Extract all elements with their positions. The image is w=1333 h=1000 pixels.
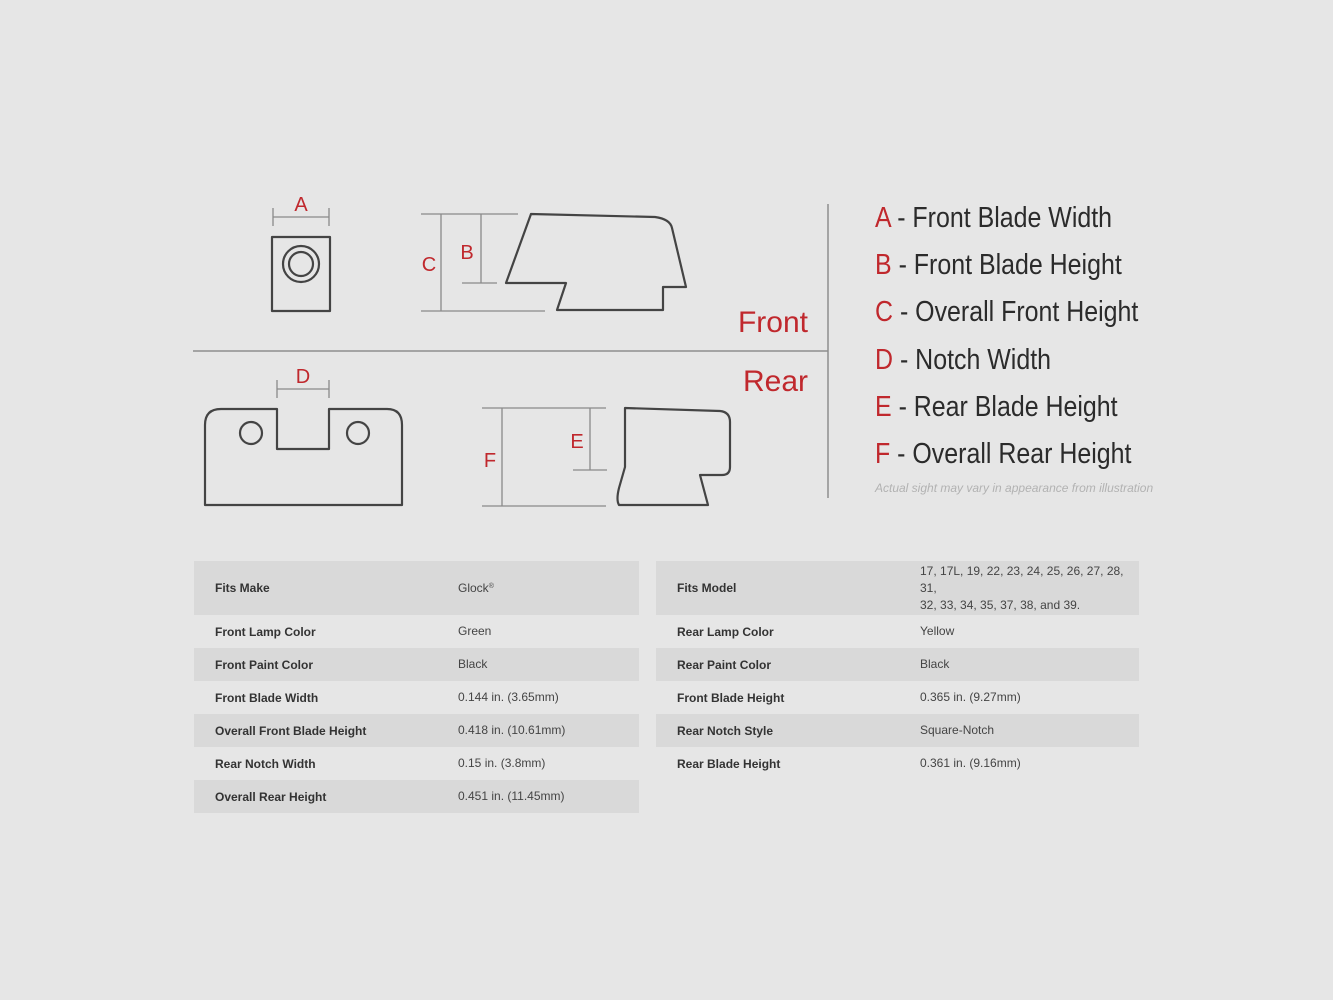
- spec-label: Fits Model: [656, 561, 899, 615]
- spec-value: 0.144 in. (3.65mm): [458, 690, 559, 704]
- table-row: [194, 714, 639, 747]
- spec-value: Black: [437, 648, 639, 681]
- legend-item: C - Overall Front Height: [875, 296, 1139, 329]
- legend-item: E - Rear Blade Height: [875, 390, 1118, 423]
- spec-label: Front Blade Height: [677, 690, 785, 705]
- table-row: [194, 747, 639, 780]
- spec-label: Front Paint Color: [194, 648, 437, 681]
- dimension-label-b: B: [460, 242, 474, 264]
- spec-value: 0.15 in. (3.8mm): [458, 756, 546, 770]
- registered-mark: ®: [488, 582, 494, 590]
- table-row: [656, 615, 1139, 648]
- table-row: [194, 561, 639, 615]
- table-row: [194, 615, 639, 648]
- spec-label: Rear Notch Width: [215, 756, 316, 771]
- table-row: [656, 681, 1139, 714]
- spec-value: 0.418 in. (10.61mm): [437, 714, 639, 747]
- dimension-label-c: C: [421, 254, 437, 276]
- spec-value: 0.361 in. (9.16mm): [920, 756, 1021, 770]
- rear-section-label: Rear: [742, 365, 808, 398]
- rear-sight-end-view: [205, 380, 402, 505]
- spec-label: Rear Lamp Color: [677, 624, 774, 639]
- front-blade-end-view: [272, 208, 330, 311]
- table-row: [656, 561, 1139, 615]
- spec-value: 17, 17L, 19, 22, 23, 24, 25, 26, 27, 28, 31, 32, 33, 34, 35, 37, 38, and 39.: [899, 561, 1139, 615]
- table-row: [194, 780, 639, 813]
- dimension-label-d: D: [295, 366, 311, 388]
- illustration-disclaimer: Actual sight may vary in appearance from illustration: [875, 481, 1154, 496]
- spec-label: Rear Notch Style: [656, 714, 899, 747]
- dimension-legend: [875, 196, 1315, 495]
- legend-item: B - Front Blade Height: [875, 249, 1122, 282]
- spec-label: Rear Paint Color: [656, 648, 899, 681]
- spec-label: Fits Make: [194, 561, 437, 615]
- dimension-label-e: E: [570, 431, 584, 453]
- spec-value: Yellow: [920, 624, 955, 638]
- legend-item: A - Front Blade Width: [875, 202, 1113, 234]
- legend-item: D - Notch Width: [875, 343, 1052, 376]
- spec-label: Rear Blade Height: [677, 756, 781, 771]
- specs-table-right: [656, 561, 1139, 780]
- table-row: [656, 648, 1139, 681]
- dimension-label-f: F: [483, 450, 497, 472]
- spec-value: 0.365 in. (9.27mm): [920, 690, 1021, 704]
- front-section-label: Front: [737, 306, 808, 339]
- rear-sight-side-view: [482, 408, 730, 506]
- dimension-label-a: A: [294, 194, 308, 216]
- spec-value: 0.451 in. (11.45mm): [437, 780, 639, 813]
- legend-item: F - Overall Rear Height: [875, 437, 1132, 470]
- specs-table-left: [194, 561, 639, 813]
- spec-value: Green: [458, 624, 492, 638]
- spec-label: Overall Front Blade Height: [194, 714, 437, 747]
- table-row: [656, 714, 1139, 747]
- spec-value: Square-Notch: [899, 714, 1139, 747]
- table-row: [194, 681, 639, 714]
- spec-value: Black: [899, 648, 1139, 681]
- spec-label: Front Blade Width: [215, 690, 319, 705]
- spec-label: Front Lamp Color: [215, 624, 316, 639]
- table-row: [194, 648, 639, 681]
- table-row: [656, 747, 1139, 780]
- spec-label: Overall Rear Height: [194, 780, 437, 813]
- spec-value: Glock®: [437, 561, 639, 615]
